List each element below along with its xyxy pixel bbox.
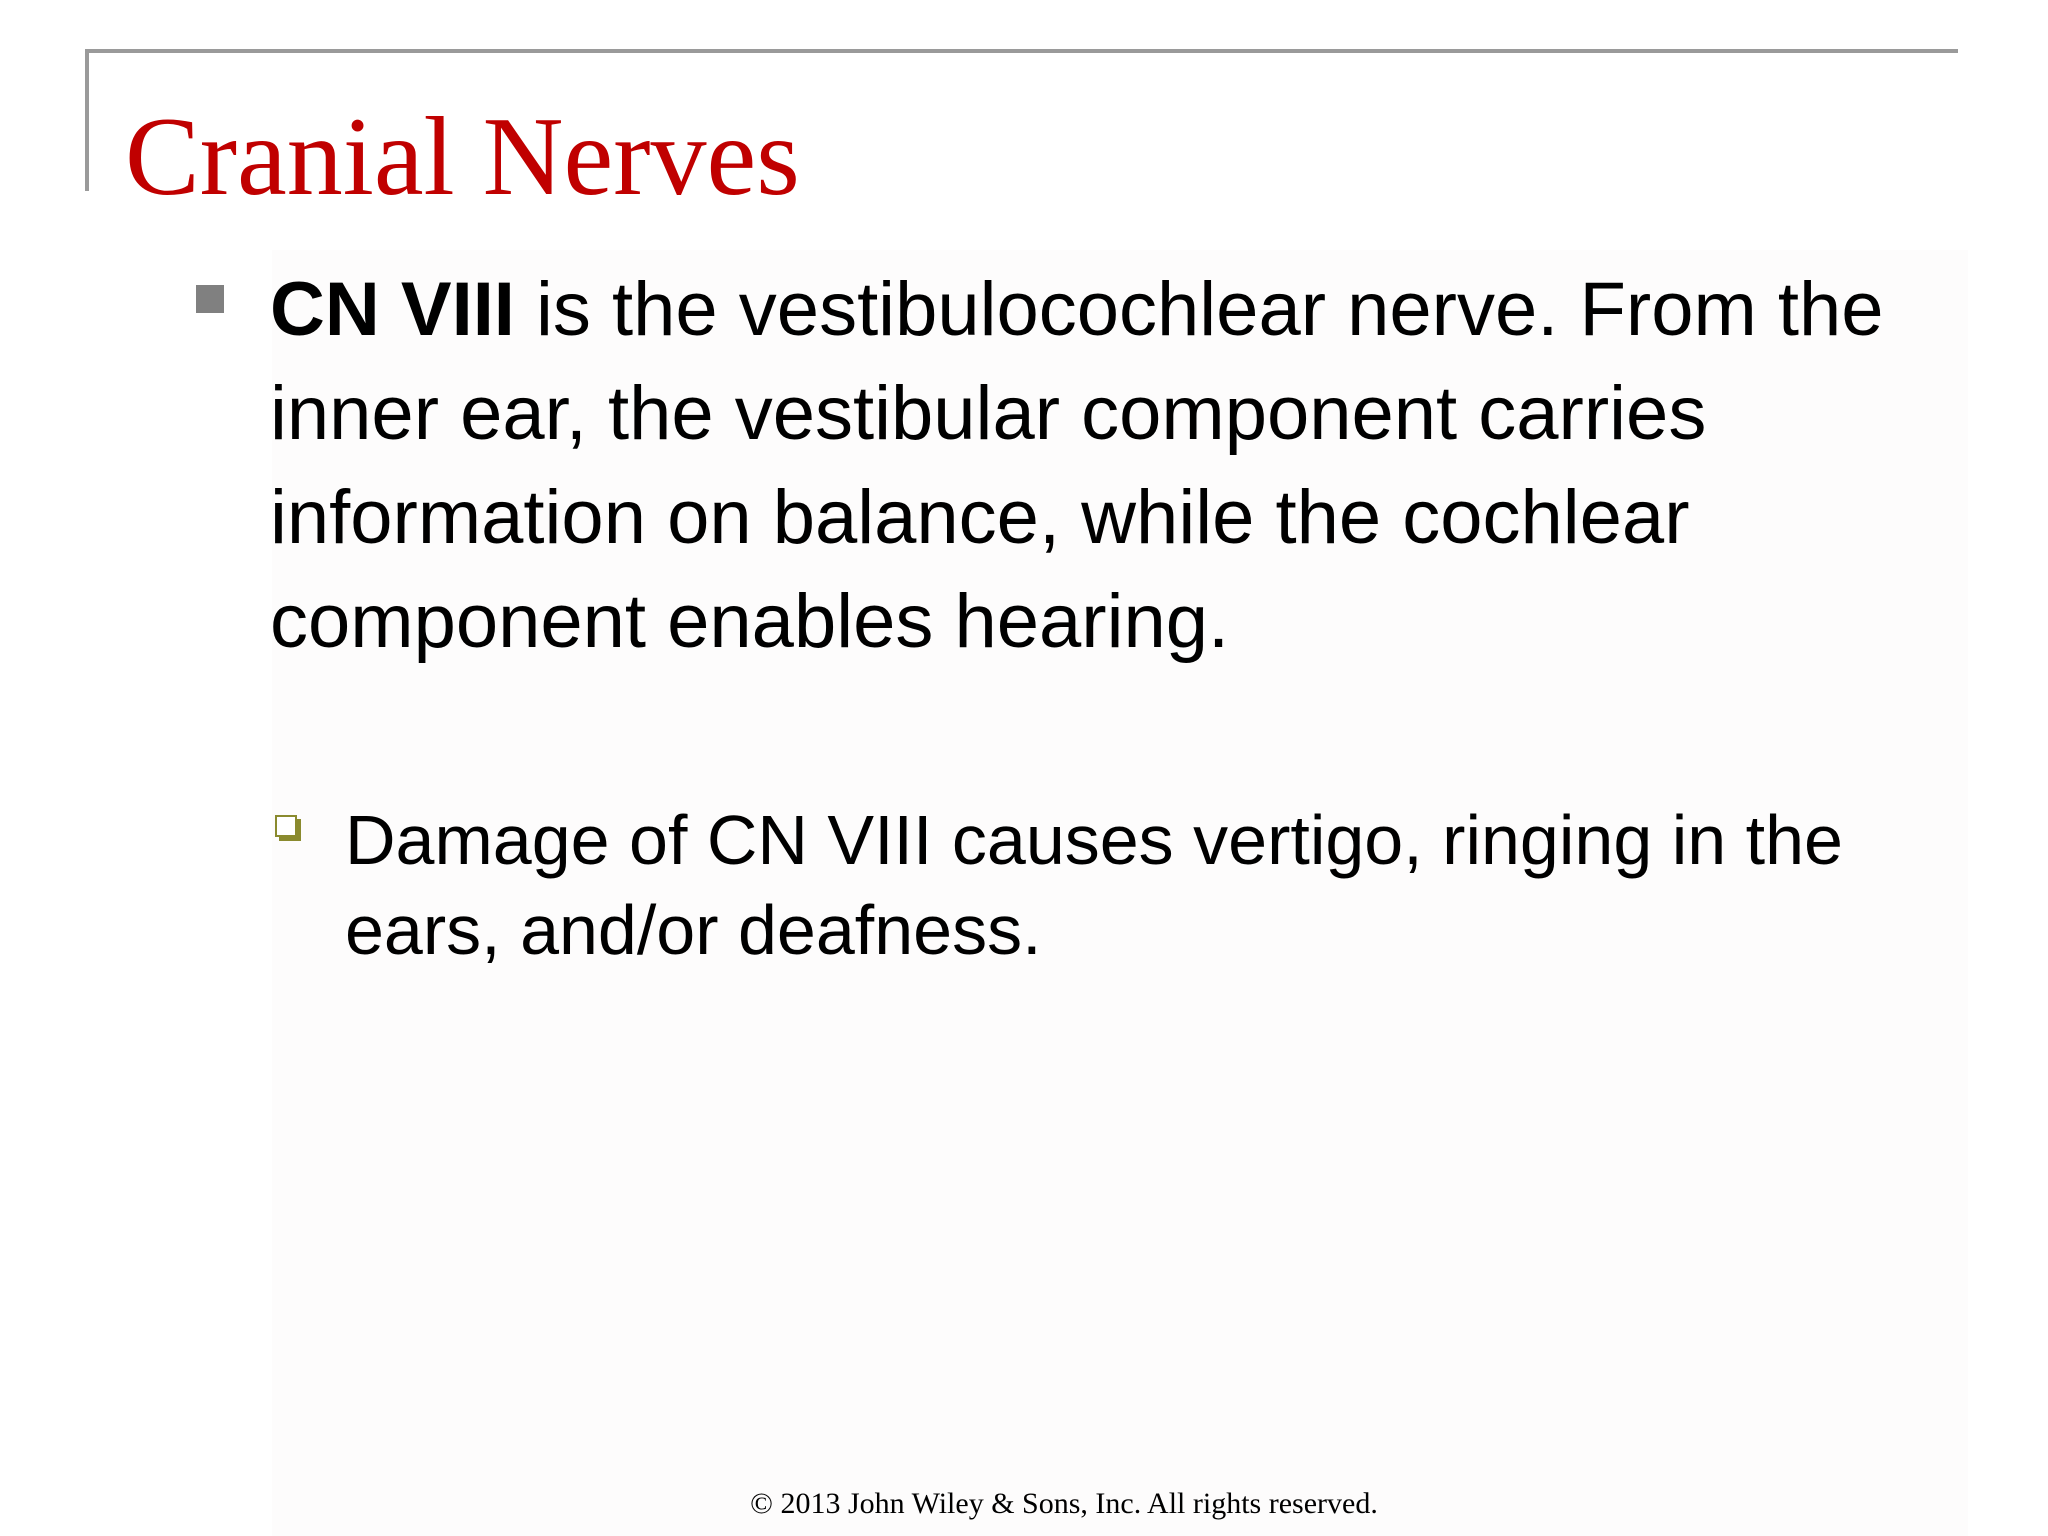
hollow-square-bullet-icon [275, 815, 297, 837]
copyright-footer: © 2013 John Wiley & Sons, Inc. All rights reserved. [750, 1487, 1378, 1520]
slide-title: Cranial Nerves [125, 95, 800, 219]
square-bullet-icon [196, 285, 224, 313]
bullet-body: is the vestibulocochlear nerve. From the inner ear, the vestibular component carries information on balance, while the cochlear component enables hearing. [270, 267, 1884, 664]
left-rule [85, 49, 89, 191]
main-bullet-text [270, 258, 1930, 674]
top-rule [85, 49, 1958, 53]
bullet-lead-term: CN VIII [270, 267, 515, 352]
sub-bullet-text: Damage of CN VIII causes vertigo, ringing in the ears, and/or deafness. [345, 801, 1843, 969]
